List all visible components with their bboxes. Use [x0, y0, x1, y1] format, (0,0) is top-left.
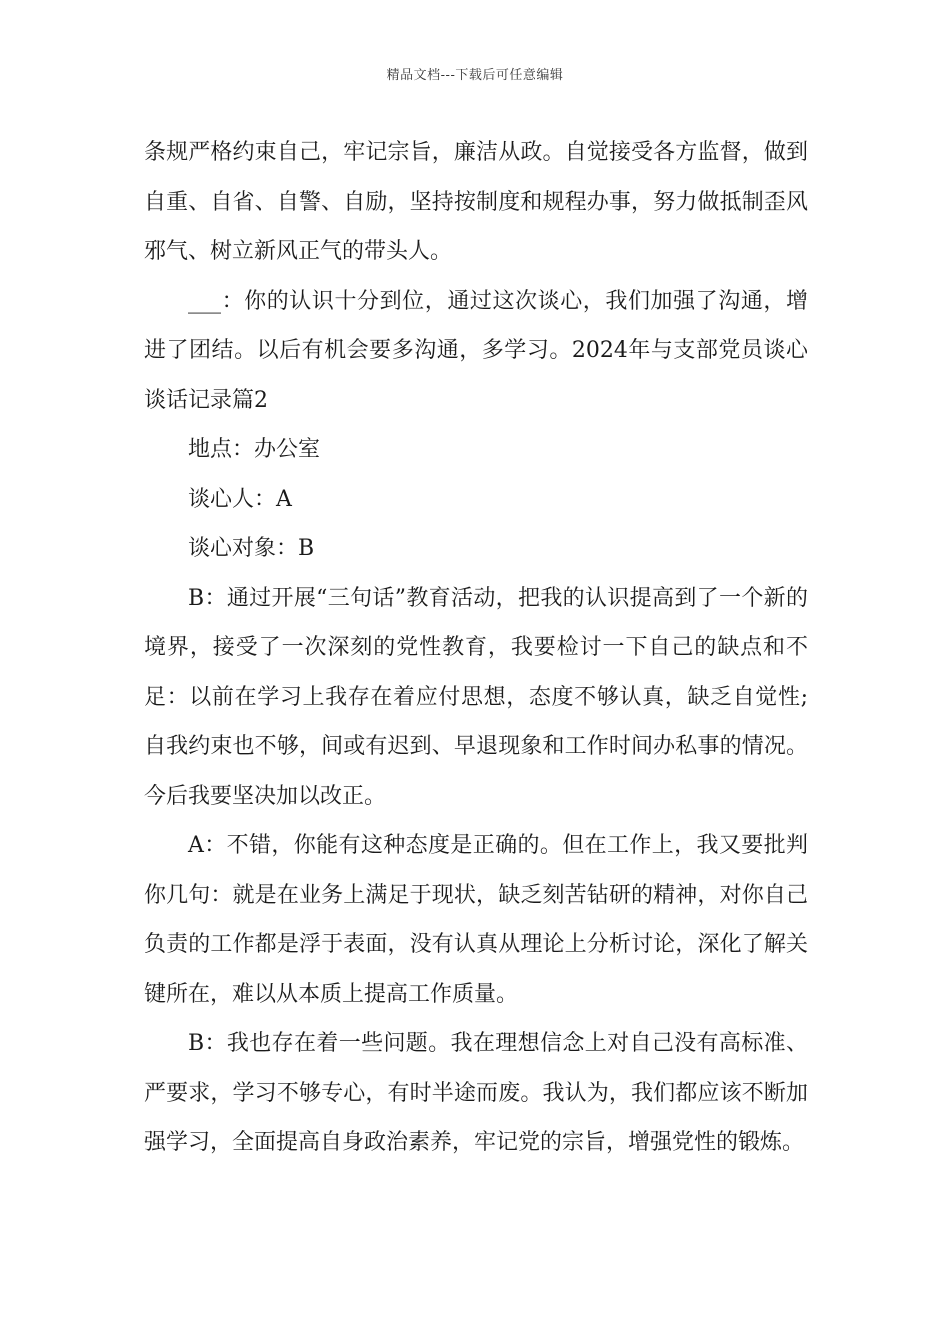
paragraph-1: 条规严格约束自己，牢记宗旨，廉洁从政。自觉接受各方监督，做到自重、自省、自警、自励，坚持按制度和规程办事，努力做抵制歪风邪气、树立新风正气的带头人。 — [144, 140, 808, 264]
paragraph-2: ___：你的认识十分到位，通过这次谈心，我们加强了沟通，增进了团结。以后有机会要多沟通，多学习。2024年与支部党员谈心谈话记录篇2 — [144, 288, 808, 413]
paragraph-location: 地点：办公室 — [188, 437, 321, 462]
document-body — [144, 128, 808, 1168]
paragraph-speaker: 谈心人：A — [188, 486, 292, 512]
paragraph-b-statement-1: B：通过开展“三句话”教育活动，把我的认识提高到了一个新的境界，接受了一次深刻的党性教育，我要检讨一下自己的缺点和不足：以前在学习上我存在着应付思想，态度不够认真，缺乏自觉性;自我约束也不够，间或有迟到、早退现象和工作时间办私事的情况。今后我要坚决加以改正。 — [144, 585, 808, 809]
paragraph-b-statement-2: B：我也存在着一些问题。我在理想信念上对自己没有高标准、严要求，学习不够专心，有时半途而废。我认为，我们都应该不断加强学习，全面提高自身政治素养，牢记党的宗旨，增强党性的锻炼。 — [144, 1031, 808, 1155]
paragraph-a-statement: A：不错，你能有这种态度是正确的。但在工作上，我又要批判你几句：就是在业务上满足于现状，缺乏刻苦钻研的精神，对你自己负责的工作都是浮于表面，没有认真从理论上分析讨论，深化了解关键所在，难以从本质上提高工作质量。 — [144, 833, 808, 1007]
paragraph-subject: 谈心对象：B — [188, 536, 315, 561]
page-header: 精品文档---下载后可任意编辑 — [386, 68, 564, 83]
